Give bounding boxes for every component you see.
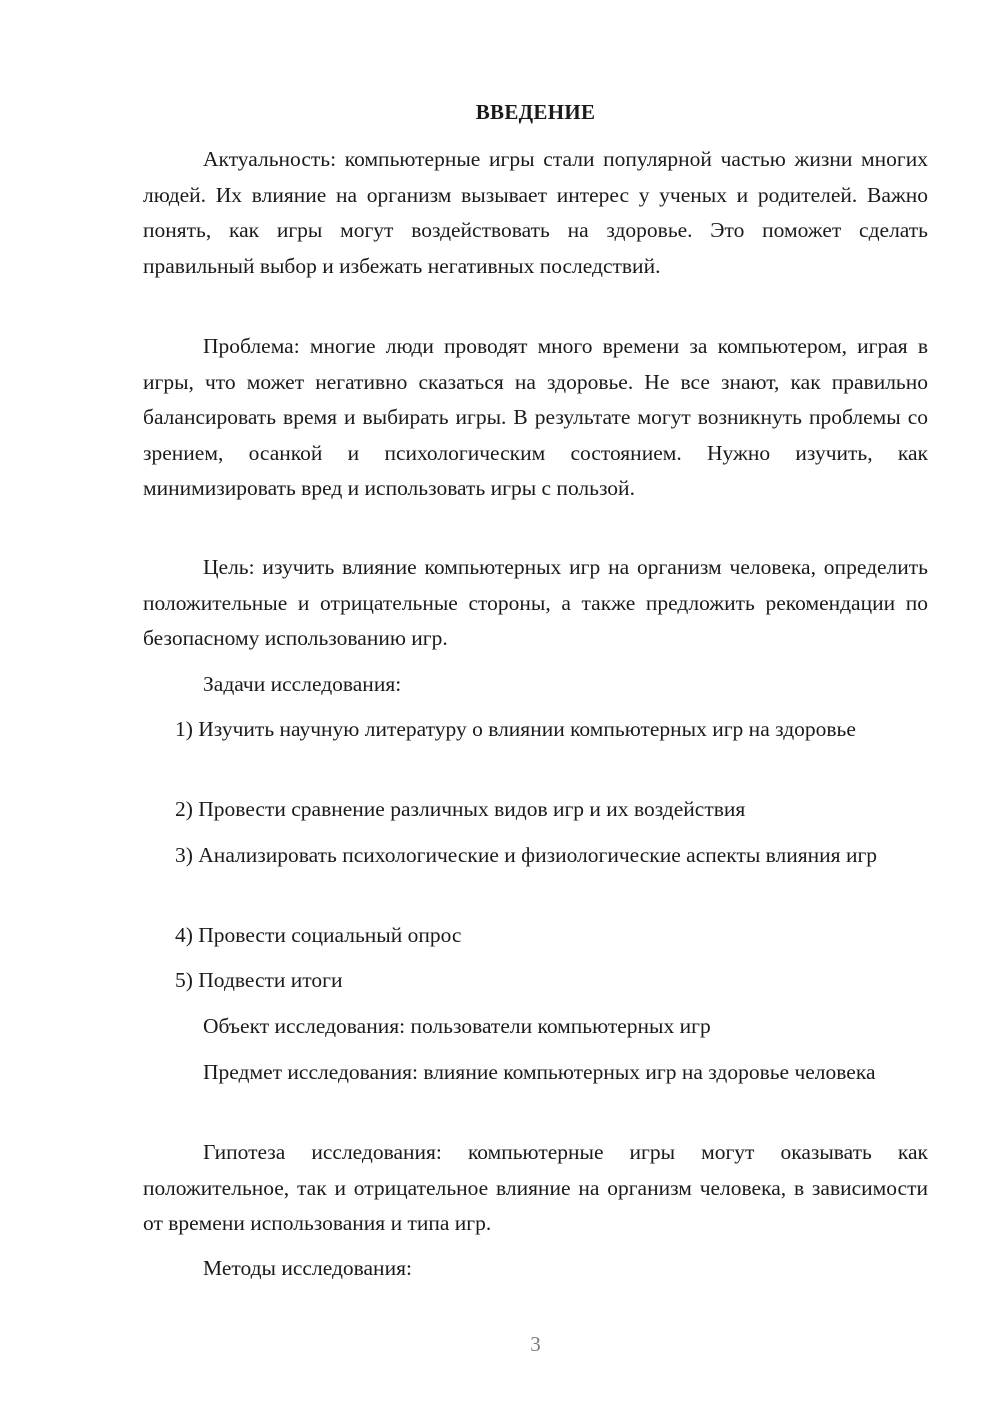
document-page xyxy=(143,0,928,1414)
list-item-task-4: 4) Провести социальный опрос xyxy=(175,923,462,947)
list-item-task-1: 1) Изучить научную литературу о влиянии компьютерных игр на здоровье xyxy=(175,717,856,741)
page-title: ВВЕДЕНИЕ xyxy=(475,100,596,124)
paragraph-methods: Методы исследования: xyxy=(203,1256,412,1280)
paragraph-goal: Цель: изучить влияние компьютерных игр на организм человека, определить положительные и отрицательные стороны, а также предложить рекомендации по безопасному использованию игр. xyxy=(143,555,928,650)
paragraph-subject: Предмет исследования: влияние компьютерных игр на здоровье человека xyxy=(203,1060,876,1084)
list-item-task-5: 5) Подвести итоги xyxy=(175,968,343,992)
paragraph-object: Объект исследования: пользователи компьютерных игр xyxy=(203,1014,711,1038)
paragraph-relevance: Актуальность: компьютерные игры стали популярной частью жизни многих людей. Их влияние на организм вызывает интерес у ученых и родителей. Важно понять, как игры могут воздействовать на здоровье. Это поможет сделать правильный выбор и избежать негативных последствий. xyxy=(143,147,928,278)
list-item-task-3: 3) Анализировать психологические и физиологические аспекты влияния игр xyxy=(175,843,878,867)
page-number: 3 xyxy=(530,1332,541,1356)
paragraph-tasks-intro: Задачи исследования: xyxy=(203,672,402,696)
paragraph-hypothesis: Гипотеза исследования: компьютерные игры могут оказывать как положительное, так и отрицательное влияние на организм человека, в зависимости от времени использования и типа игр. xyxy=(143,1140,928,1235)
paragraph-problem: Проблема: многие люди проводят много времени за компьютером, играя в игры, что может негативно сказаться на здоровье. Не все знают, как правильно балансировать время и выбирать игры. В результате могут возникнуть проблемы со зрением, осанкой и психологическим состоянием. Нужно изучить, как минимизировать вред и использовать игры с пользой. xyxy=(143,334,928,500)
list-item-task-2: 2) Провести сравнение различных видов игр и их воздействия xyxy=(175,797,746,821)
